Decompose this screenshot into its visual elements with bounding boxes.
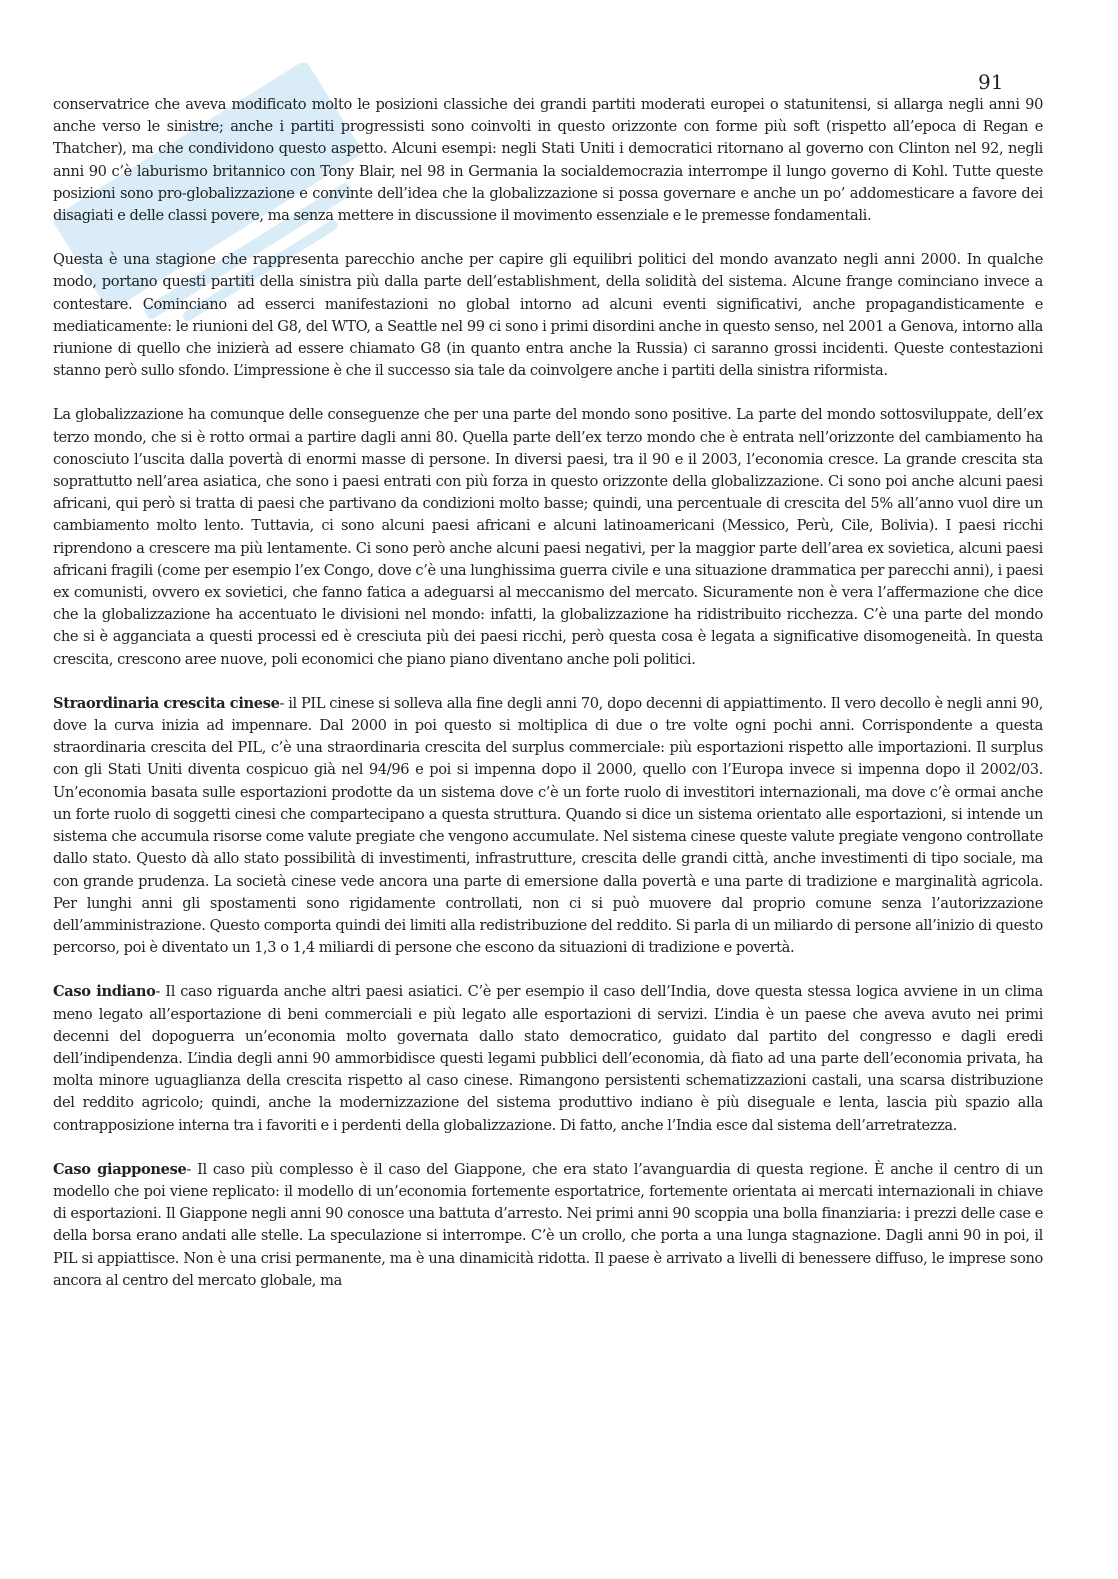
paragraph-text: - il PIL cinese si solleva alla fine degli anni 70, dopo decenni di appiattimento. Il vero decollo è negli anni 90, dove la curva inizia ad impennare. Dal 2000 in poi questo si moltiplica di due o tre volte ogni pochi anni. Corrispondente a questa straordinaria crescita del PIL, c’è una straordinaria crescita del surplus commerciale: più esportazioni rispetto alle importazioni. Il surplus con gli Stati Uniti diventa cospicuo già nel 94/96 e poi si impenna dopo il 2000, quello con l’Europa invece si impenna dopo il 2002/03. Un’economia basata sulle esportazioni prodotte da un sistema dove c’è un forte ruolo di investitori internazionali, ma dove c’è ormai anche un forte ruolo di soggetti cinesi che compartecipano a questa struttura. Quando si dice un sistema orientato alle esportazioni, si intende un sistema che accumula risorse come valute pregiate che vengono accumulate. Nel sistema cinese queste valute pregiate vengono controllate dallo stato. Questo dà allo stato possibilità di investimenti, infrastrutture, crescita delle grandi città, anche investimenti di tipo sociale, ma con grande prudenza. La società cinese vede ancora una parte di emersione dalla povertà e una parte di tradizione e marginalità agricola. Per lunghi anni gli spostamenti sono rigidamente controllati, non ci si può muovere dal proprio comune senza l’autorizzazione dell’amministrazione. Questo comporta quindi dei limiti alla redistribuzione del reddito. Si parla di un miliardo di persone all’inizio di questo percorso, poi è diventato un 1,3 o 1,4 miliardi di persone che escono da situazioni di tradizione e povertà. bbox=[53, 694, 1043, 957]
paragraph bbox=[53, 404, 1043, 670]
section-heading: Caso indiano bbox=[53, 983, 156, 1001]
paragraph-text: Questa è una stagione che rappresenta parecchio anche per capire gli equilibri politici del mondo avanzato negli anni 2000. In qualche modo, portano questi partiti della sinistra più dalla parte dell’establishment, della solidità del sistema. Alcune frange cominciano invece a contestare. Cominciano ad esserci manifestazioni no global intorno ad alcuni eventi significativi, anche propagandisticamente e mediaticamente: le riunioni del G8, del WTO, a Seattle nel 99 ci sono i primi disordini anche in questo senso, nel 2001 a Genova, intorno alla riunione di quello che inizierà ad essere chiamato G8 (in quanto entra anche la Russia) ci saranno grossi incidenti. Queste contestazioni stanno però sullo sfondo. L’impressione è che il successo sia tale da coinvolgere anche i partiti della sinistra riformista. bbox=[53, 251, 1043, 380]
section-heading: Caso giapponese bbox=[53, 1160, 187, 1178]
paragraph bbox=[53, 249, 1043, 382]
section-india bbox=[53, 981, 1043, 1136]
paragraph-text: conservatrice che aveva modificato molto le posizioni classiche dei grandi partiti moderati europei o statunitensi, si allarga negli anni 90 anche verso le sinistre; anche i partiti progressisti sono coinvolti in questo orizzonte con forme più soft (rispetto all’epoca di Regan e Thatcher), ma che condividono questo aspetto. Alcuni esempi: negli Stati Uniti i democratici ritornano al governo con Clinton nel 92, negli anni 90 c’è laburismo britannico con Tony Blair, nel 98 in Germania la socialdemocrazia interrompe il lungo governo di Kohl. Tutte queste posizioni sono pro-globalizzazione e convinte dell’idea che la globalizzazione si possa governare e anche un po’ addomesticare a favore dei disagiati e delle classi povere, ma senza mettere in discussione il movimento essenziale e le premesse fondamentali. bbox=[53, 96, 1043, 225]
paragraph bbox=[53, 94, 1043, 227]
paragraph-text: - Il caso più complesso è il caso del Giappone, che era stato l’avanguardia di questa regione. È anche il centro di un modello che poi viene replicato: il modello di un’economia fortemente esportatrice, fortemente orientata ai mercati internazionali in chiave di esportazioni. Il Giappone negli anni 90 conosce una battuta d’arresto. Nei primi anni 90 scoppia una bolla finanziaria: i prezzi delle case e della borsa erano andati alle stelle. La speculazione si interrompe. C’è un crollo, che porta a una lunga stagnazione. Dagli anni 90 in poi, il PIL si appiattisce. Non è una crisi permanente, ma è una dinamicità ridotta. Il paese è arrivato a livelli di benessere diffuso, le imprese sono ancora al centro del mercato globale, ma bbox=[53, 1160, 1043, 1289]
section-china bbox=[53, 693, 1043, 959]
paragraph-text: La globalizzazione ha comunque delle conseguenze che per una parte del mondo sono positive. La parte del mondo sottosviluppate, dell’ex terzo mondo, che si è rotto ormai a partire dagli anni 80. Quella parte dell’ex terzo mondo che è entrata nell’orizzonte del cambiamento ha conosciuto l’uscita dalla povertà di enormi masse di persone. In diversi paesi, tra il 90 e il 2003, l’economia cresce. La grande crescita sta soprattutto nell’area asiatica, che sono i paesi entrati con più forza in questo orizzonte della globalizzazione. Ci sono poi anche alcuni paesi africani, qui però si tratta di paesi che partivano da condizioni molto basse; quindi, una percentuale di crescita del 5% all’anno vuol dire un cambiamento molto lento. Tuttavia, ci sono alcuni paesi africani e alcuni latinoamericani (Messico, Perù, Cile, Bolivia). I paesi ricchi riprendono a crescere ma più lentamente. Ci sono però anche alcuni paesi negativi, per la maggior parte dell’area ex sovietica, alcuni paesi africani fragili (come per esempio l’ex Congo, dove c’è una lunghissima guerra civile e una situazione drammatica per parecchi anni), i paesi ex comunisti, ovvero ex sovietici, che fanno fatica a adeguarsi al meccanismo del mercato. Sicuramente non è vera l’affermazione che dice che la globalizzazione ha accentuato le divisioni nel mondo: infatti, la globalizzazione ha ridistribuito ricchezza. C’è una parte del mondo che si è agganciata a questi processi ed è cresciuta più dei paesi ricchi, però questa cosa è legata a significative disomogeneità. In questa crescita, crescono aree nuove, poli economici che piano piano diventano anche poli politici. bbox=[53, 406, 1044, 668]
document-body bbox=[53, 94, 1043, 1314]
section-japan bbox=[53, 1159, 1043, 1292]
paragraph-text: - Il caso riguarda anche altri paesi asiatici. C’è per esempio il caso dell’India, dove questa stessa logica avviene in un clima meno legato all’esportazione di beni commerciali e più legato alle esportazioni di servizi. L’india è un paese che aveva avuto nei primi decenni del dopoguerra un’economia molto governata dallo stato democratico, guidato dal partito del congresso e dagli eredi dell’indipendenza. L’india degli anni 90 ammorbidisce questi legami pubblici dell’economia, dà fiato ad una parte dell’economia privata, ha molta minore uguaglianza della crescita rispetto al caso cinese. Rimangono persistenti schematizzazioni castali, una scarsa distribuzione del reddito agricolo; quindi, anche la modernizzazione del sistema produttivo indiano è più diseguale e lenta, lascia più spazio alla contrapposizione interna tra i favoriti e i perdenti della globalizzazione. Di fatto, anche l’India esce dal sistema dell’arretratezza. bbox=[53, 983, 1043, 1134]
section-heading: Straordinaria crescita cinese bbox=[53, 694, 280, 712]
page-number: 91 bbox=[978, 70, 1004, 94]
